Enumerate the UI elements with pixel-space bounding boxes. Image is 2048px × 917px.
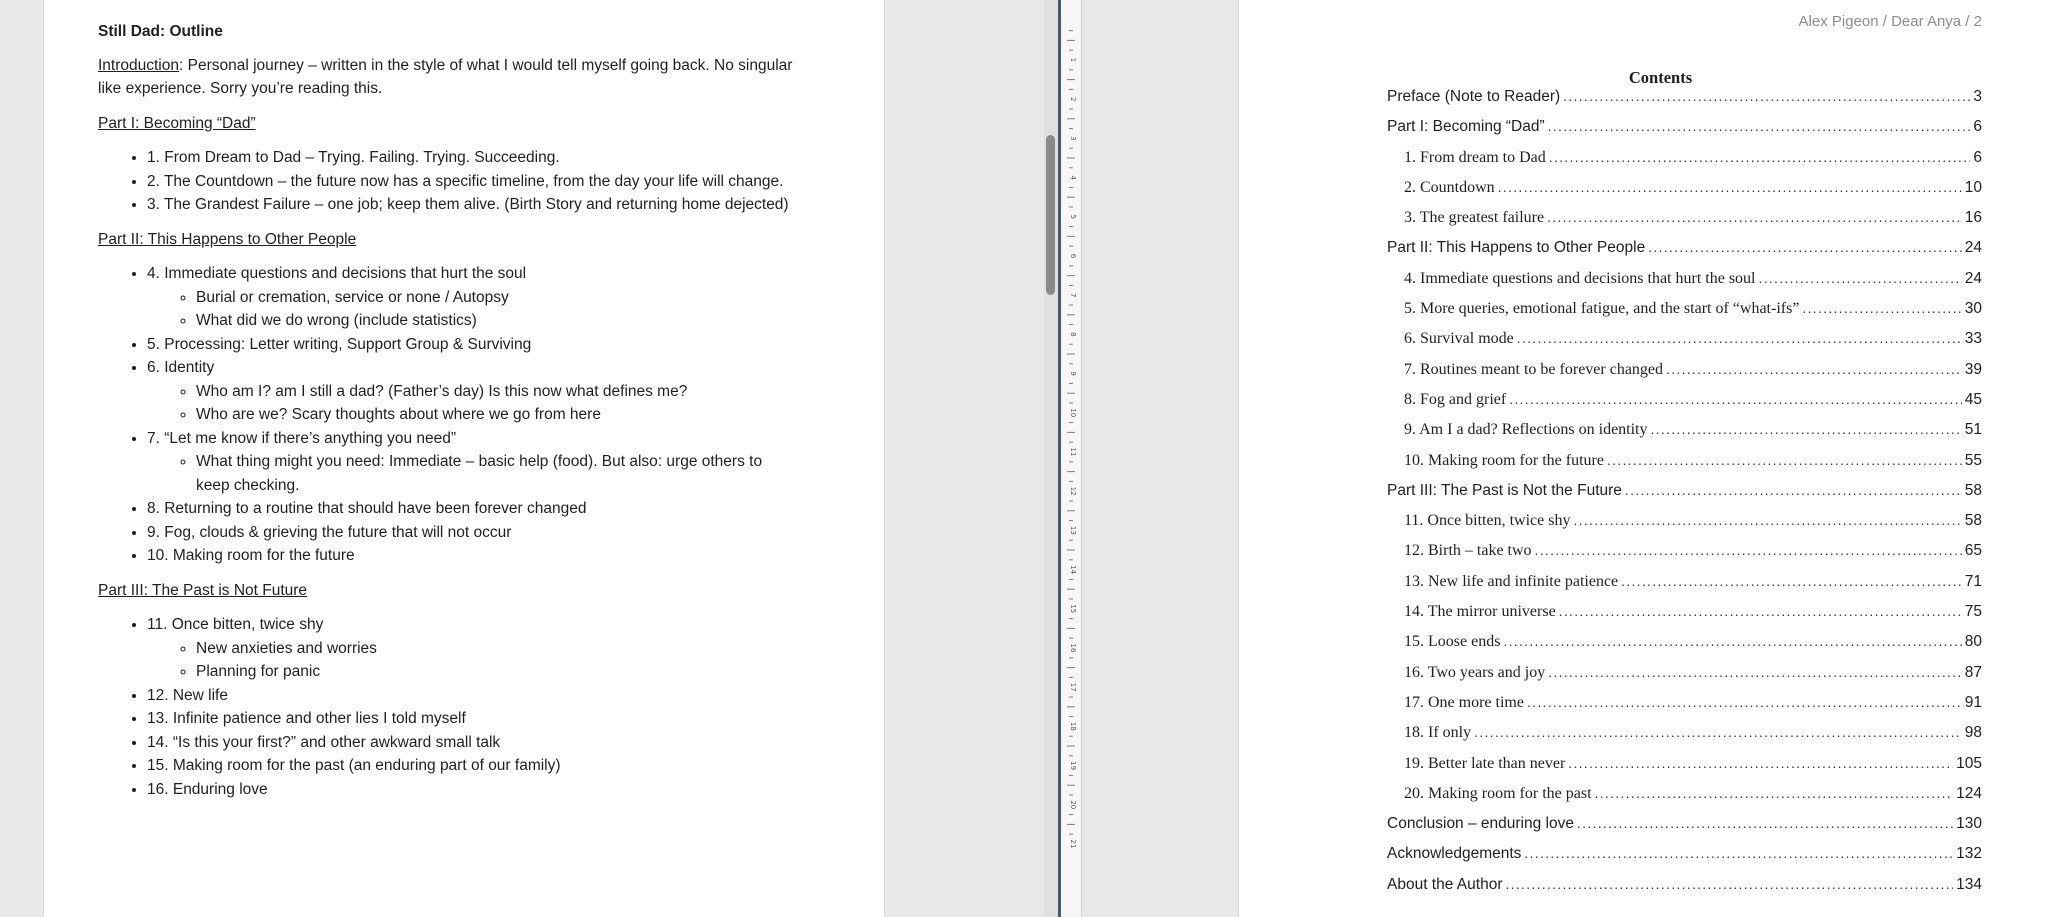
toc-entry-label: 5. More queries, emotional fatigue, and the start of “what-ifs” [1404, 300, 1800, 318]
toc-entry[interactable] [1387, 482, 1982, 512]
ruler-number: 9 [1069, 371, 1077, 376]
toc-entry-label: 8. Fog and grief [1404, 390, 1507, 408]
toc-entry-page-number: 30 [1964, 300, 1982, 318]
toc-entry-page-number: 134 [1956, 875, 1982, 893]
toc-entry-label: 9. Am I a dad? Reflections on identity [1404, 421, 1648, 439]
part1-heading: Part I: Becoming “Dad” [98, 114, 256, 132]
ruler-number: 4 [1069, 175, 1077, 180]
toc-entry-label: 18. If only [1404, 724, 1472, 742]
toc-leader-dots [1505, 876, 1953, 892]
list-item-text: 11. Once bitten, twice shy [147, 616, 324, 633]
list-item: • 1. From Dream to Dad – Trying. Failing. Trying. Succeeding. [147, 146, 798, 170]
toc-entry[interactable] [1387, 573, 1982, 603]
toc-leader-dots [1498, 179, 1962, 195]
sub-list [147, 450, 798, 497]
toc-entry[interactable] [1387, 149, 1982, 179]
list-item: • 14. “Is this your first?” and other awkward small talk [147, 731, 798, 755]
list-item: • 15. Making room for the past (an enduring part of our family) [147, 754, 798, 778]
sub-list-item: ◦ What thing might you need: Immediate – basic help (food). But also: urge others to keep checking. [196, 450, 798, 497]
list-item [147, 613, 798, 684]
list-item: • 2. The Countdown – the future now has a specific timeline, from the day your life will change. [147, 170, 798, 194]
part1-list [98, 146, 798, 217]
toc-entry-page-number: 80 [1964, 633, 1982, 651]
toc-entry[interactable] [1387, 815, 1982, 845]
ruler-number: 7 [1069, 292, 1077, 298]
toc-leader-dots [1759, 270, 1962, 286]
toc-entry[interactable] [1387, 270, 1982, 300]
toc-entry[interactable] [1387, 664, 1982, 694]
toc-entry-page-number: 71 [1964, 572, 1982, 590]
toc-entry[interactable] [1387, 88, 1982, 118]
toc-entry[interactable] [1387, 330, 1982, 360]
toc-entry[interactable] [1387, 512, 1982, 542]
toc-entry[interactable] [1387, 209, 1982, 239]
toc-entry-page-number: 16 [1964, 209, 1982, 227]
toc-entry-label: 11. Once bitten, twice shy [1404, 512, 1571, 530]
toc-entry[interactable] [1387, 694, 1982, 724]
toc-leader-dots [1524, 845, 1953, 861]
sub-list [147, 286, 798, 333]
toc-entry-page-number: 75 [1964, 603, 1982, 621]
toc-entry[interactable] [1387, 633, 1982, 663]
ruler-number: 14 [1069, 565, 1077, 575]
toc-leader-dots [1547, 209, 1962, 225]
toc-leader-dots [1651, 421, 1962, 437]
ruler-number: 21 [1069, 839, 1077, 849]
toc-entry-page-number: 24 [1964, 269, 1982, 287]
outline-body[interactable] [98, 20, 798, 812]
toc-entry-page-number: 24 [1964, 239, 1982, 257]
ruler-number: 18 [1069, 721, 1077, 731]
toc-entry-label: About the Author [1387, 875, 1503, 893]
toc-entry-page-number: 10 [1964, 178, 1982, 196]
introduction-label: Introduction [98, 56, 179, 74]
toc-entry-label: Preface (Note to Reader) [1387, 88, 1561, 105]
toc-leader-dots [1559, 603, 1962, 619]
ruler-number: 16 [1069, 643, 1077, 653]
toc-leader-dots [1577, 815, 1953, 831]
toc-leader-dots [1527, 694, 1962, 710]
toc-entry-label: 13. New life and infinite patience [1404, 572, 1619, 590]
list-item: • 8. Returning to a routine that should have been forever changed [147, 497, 798, 521]
toc-entry-label: 15. Loose ends [1404, 633, 1501, 651]
toc-entry[interactable] [1387, 785, 1982, 815]
ruler-number: 1 [1069, 57, 1077, 63]
toc-entry[interactable] [1387, 603, 1982, 633]
toc-leader-dots [1548, 118, 1971, 134]
toc-entry-page-number: 55 [1964, 451, 1982, 469]
toc-entry-label: 12. Birth – take two [1404, 542, 1532, 560]
toc-entry-page-number: 130 [1956, 815, 1982, 833]
part3-list [98, 613, 798, 801]
list-item [147, 356, 798, 427]
sub-list-item: ◦ Planning for panic [196, 660, 798, 684]
toc-entry-label: 17. One more time [1404, 693, 1524, 711]
toc-entry[interactable] [1387, 361, 1982, 391]
toc-entry-page-number: 45 [1964, 390, 1982, 408]
toc-entry-label: 2. Countdown [1404, 178, 1495, 196]
list-item: • 10. Making room for the future [147, 544, 798, 568]
toc-entry[interactable] [1387, 876, 1982, 906]
ruler-number: 17 [1069, 682, 1077, 692]
toc-leader-dots [1563, 88, 1970, 104]
toc-entry-label: 4. Immediate questions and decisions that hurt the soul [1404, 269, 1756, 287]
toc-leader-dots [1802, 300, 1961, 316]
sub-list-item: ◦ Burial or cremation, service or none / Autopsy [196, 286, 798, 310]
toc-leader-dots [1607, 452, 1962, 468]
toc-entry[interactable] [1387, 845, 1982, 875]
ruler-number: 19 [1069, 761, 1077, 771]
toc-entry-label: 10. Making room for the future [1404, 451, 1604, 469]
toc-leader-dots [1666, 361, 1962, 377]
running-header: Alex Pigeon / Dear Anya / 2 [1798, 13, 1982, 30]
toc-leader-dots [1517, 330, 1962, 346]
introduction-paragraph [98, 54, 798, 101]
toc-entry-label: 16. Two years and joy [1404, 663, 1546, 681]
toc-entry-label: Acknowledgements [1387, 845, 1522, 863]
sub-list-item: ◦ Who am I? am I still a dad? (Father’s day) Is this now what defines me? [196, 380, 798, 404]
sub-list-item: ◦ New anxieties and worries [196, 637, 798, 661]
toc-entry-page-number: 124 [1956, 784, 1982, 802]
toc-entry-page-number: 51 [1964, 421, 1982, 439]
list-item: • 5. Processing: Letter writing, Support Group & Surviving [147, 333, 798, 357]
list-item [147, 262, 798, 333]
document-title: Still Dad: Outline [98, 23, 223, 40]
ruler-number: 2 [1069, 96, 1077, 102]
ruler-number: 3 [1069, 136, 1077, 141]
toc-entry-page-number: 91 [1964, 693, 1982, 711]
toc-leader-dots [1621, 573, 1962, 589]
sub-list-item: ◦ Who are we? Scary thoughts about where we go from here [196, 403, 798, 427]
toc-leader-dots [1474, 724, 1962, 740]
list-item: • 13. Infinite patience and other lies I told myself [147, 707, 798, 731]
toc-entry-label: Part II: This Happens to Other People [1387, 239, 1646, 257]
toc-entry-page-number: 132 [1956, 845, 1982, 863]
ruler-number: 13 [1069, 525, 1077, 535]
toc-entry[interactable] [1387, 755, 1982, 785]
sub-list [147, 637, 798, 684]
toc-entry-page-number: 39 [1964, 360, 1982, 378]
list-item: • 9. Fog, clouds & grieving the future that will not occur [147, 521, 798, 545]
toc-leader-dots [1625, 482, 1962, 498]
toc-title: Contents [1628, 68, 1693, 87]
part3-heading: Part III: The Past is Not Future [98, 581, 308, 599]
toc-entry-label: 19. Better late than never [1404, 754, 1566, 772]
ruler-number: 11 [1069, 447, 1077, 457]
toc-entry[interactable] [1387, 118, 1982, 148]
toc-leader-dots [1503, 633, 1961, 649]
list-item-text: 6. Identity [147, 359, 215, 376]
toc-entry[interactable] [1387, 452, 1982, 482]
table-of-contents[interactable] [1387, 88, 1982, 906]
toc-leader-dots [1549, 149, 1971, 165]
toc-entry[interactable] [1387, 300, 1982, 330]
toc-entry-page-number: 58 [1964, 481, 1982, 499]
toc-leader-dots [1509, 391, 1962, 407]
toc-leader-dots [1573, 512, 1961, 528]
toc-entry-page-number: 6 [1973, 148, 1982, 166]
toc-entry-label: 1. From dream to Dad [1404, 148, 1546, 166]
ruler-number: 12 [1069, 486, 1077, 496]
toc-entry-page-number: 65 [1964, 542, 1982, 560]
toc-leader-dots [1648, 239, 1962, 255]
toc-entry-page-number: 105 [1956, 754, 1982, 772]
toc-entry-label: 20. Making room for the past [1404, 784, 1592, 802]
ruler-number: 20 [1069, 800, 1077, 810]
ruler-number: 5 [1069, 214, 1077, 220]
toc-entry-label: 3. The greatest failure [1404, 209, 1545, 227]
toc-leader-dots [1548, 664, 1962, 680]
toc-entry-page-number: 87 [1964, 663, 1982, 681]
toc-entry[interactable] [1387, 421, 1982, 451]
sub-list [147, 380, 798, 427]
part2-list [98, 262, 798, 568]
toc-entry-page-number: 98 [1964, 724, 1982, 742]
introduction-text: : Personal journey – written in the style of what I would tell myself going back. No singular like experience. Sorry you’re reading this. [98, 56, 793, 97]
toc-entry-label: 6. Survival mode [1404, 330, 1514, 348]
ruler-number: 15 [1069, 604, 1077, 614]
toc-entry-page-number: 6 [1973, 118, 1982, 136]
sub-list-item: ◦ What did we do wrong (include statistics) [196, 309, 798, 333]
list-item-text: 7. “Let me know if there’s anything you need” [147, 429, 457, 447]
part2-heading: Part II: This Happens to Other People [98, 230, 357, 248]
list-item-text: 4. Immediate questions and decisions that hurt the soul [147, 265, 527, 282]
toc-entry-label: 7. Routines meant to be forever changed [1404, 360, 1664, 378]
toc-entry-page-number: 58 [1964, 512, 1982, 530]
toc-entry-label: Part I: Becoming “Dad” [1387, 118, 1545, 136]
ruler-ticks [1061, 0, 1081, 917]
list-item: • 3. The Grandest Failure – one job; keep them alive. (Birth Story and returning home dejected) [147, 193, 798, 217]
list-item: • 12. New life [147, 684, 798, 708]
ruler-number: 8 [1069, 332, 1077, 337]
toc-leader-dots [1535, 542, 1962, 558]
toc-entry[interactable] [1387, 391, 1982, 421]
ruler-number: 6 [1069, 253, 1077, 259]
toc-entry[interactable] [1387, 724, 1982, 754]
toc-entry-page-number: 33 [1964, 330, 1982, 348]
toc-leader-dots [1568, 755, 1953, 771]
toc-entry[interactable] [1387, 542, 1982, 572]
toc-entry-label: Conclusion – enduring love [1387, 815, 1574, 833]
vertical-scrollbar-thumb[interactable] [1046, 135, 1055, 295]
toc-entry-label: Part III: The Past is Not the Future [1387, 481, 1622, 499]
toc-entry-page-number: 3 [1973, 88, 1982, 105]
ruler-number: 10 [1069, 408, 1077, 418]
toc-leader-dots [1595, 785, 1954, 801]
vertical-ruler [1061, 0, 1082, 917]
toc-entry[interactable] [1387, 179, 1982, 209]
toc-entry[interactable] [1387, 239, 1982, 269]
list-item [147, 427, 798, 498]
toc-entry-label: 14. The mirror universe [1404, 603, 1556, 621]
list-item: • 16. Enduring love [147, 778, 798, 802]
